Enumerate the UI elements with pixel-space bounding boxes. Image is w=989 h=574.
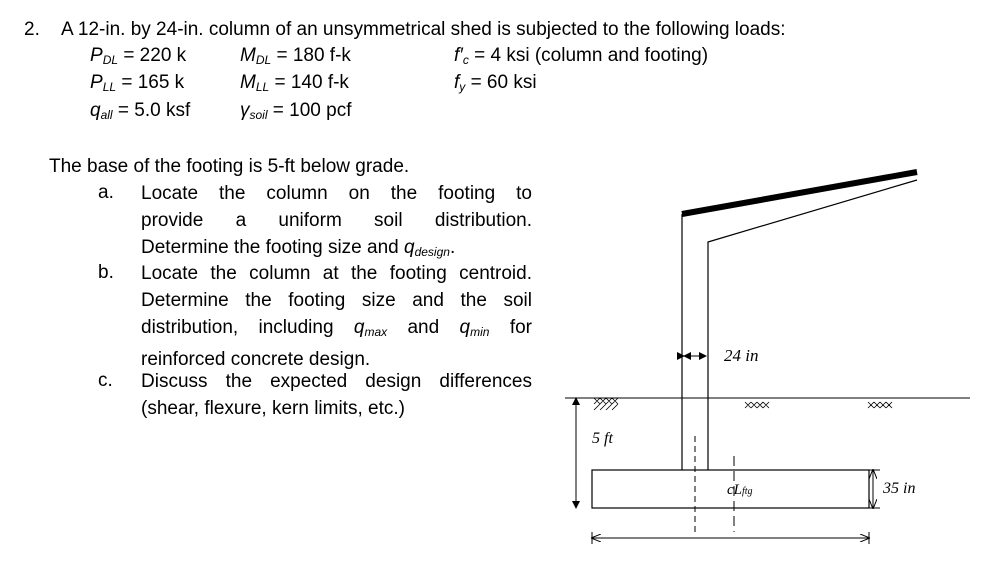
- part-c-text: Discuss the expected design differences (shear, flexure, kern limits, etc.): [141, 371, 532, 419]
- problem-number: 2.: [24, 19, 40, 40]
- part-b-letter: b.: [98, 262, 114, 283]
- load-pdl: PDL = 220 k: [90, 45, 187, 67]
- centerline-footing-label: cLftg: [727, 482, 753, 498]
- dim-35-label: 35 in: [883, 480, 916, 497]
- load-gsoil: γsoil = 100 pcf: [240, 100, 352, 122]
- material-fy: fy = 60 ksi: [454, 72, 537, 94]
- soil-hatch-mid: [745, 402, 769, 408]
- dim-24-label: 24 in: [724, 346, 759, 365]
- base-note: The base of the footing is 5-ft below grade.: [49, 156, 410, 177]
- part-b-text: Locate the column at the footing centroid. Determine the footing size and the soil distribution, including qmax and qmin for reinforced concrete design.: [141, 263, 532, 370]
- load-pll: PLL = 165 k: [90, 72, 185, 94]
- soil-hatch-right: [868, 402, 892, 408]
- load-mdl: MDL = 180 f-k: [240, 45, 351, 67]
- dim-5ft-label: 5 ft: [592, 430, 613, 447]
- load-qall: qall = 5.0 ksf: [90, 100, 191, 122]
- load-mll: MLL = 140 f-k: [240, 72, 349, 94]
- part-a-letter: a.: [98, 182, 114, 203]
- part-c-letter: c.: [98, 370, 113, 391]
- part-a-text: Locate the column on the footing to provide a uniform soil distribution. Determine the footing size and qdesign.: [141, 183, 532, 259]
- column-right-edge: [708, 180, 917, 470]
- problem-intro: A 12-in. by 24-in. column of an unsymmetrical shed is subjected to the following loads:: [61, 19, 786, 40]
- material-fc: f′c = 4 ksi (column and footing): [454, 45, 709, 67]
- roof-line: [682, 172, 917, 214]
- soil-hatch-left: [594, 398, 618, 410]
